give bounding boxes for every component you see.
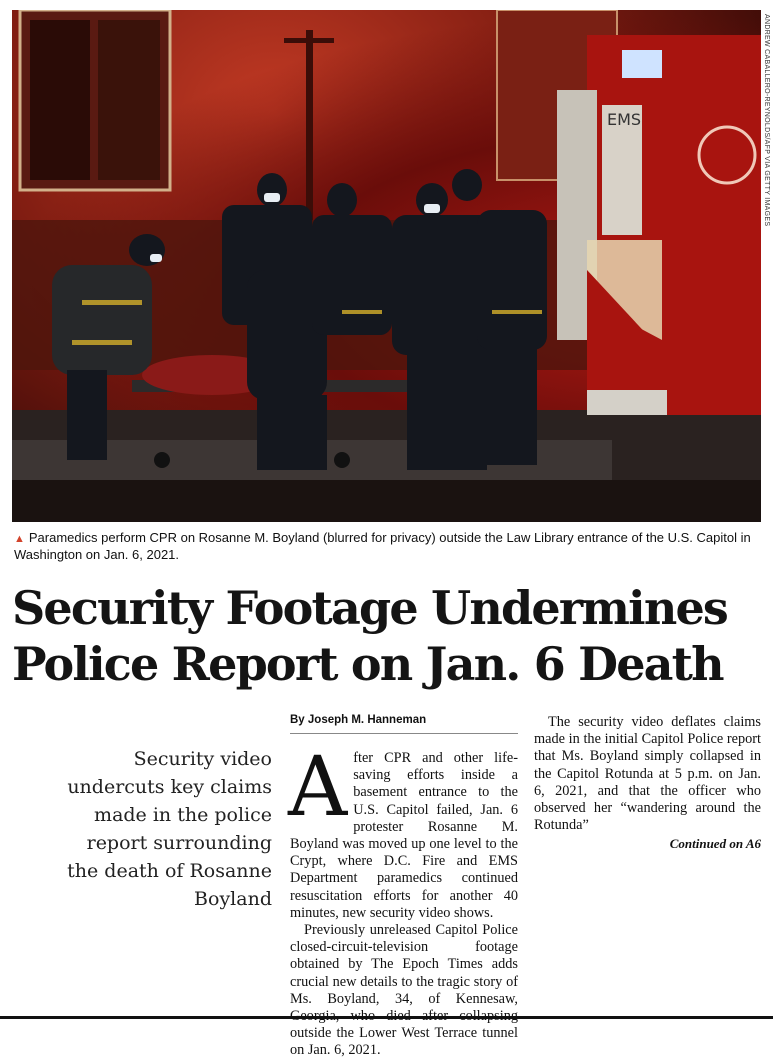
paramedics-scene-illustration bbox=[12, 10, 761, 522]
article-paragraph-2-text: Previously unreleased Capitol Police closed-circuit-television footage obtained by The Epoch Times adds crucial new details to the tragic story of Ms. Boyland, 34, of Kennesaw, outside the Lower West Terrace tunnel on Jan. 6, 2021. bbox=[290, 922, 518, 1059]
deck-summary: Security video undercuts key claims made in the police report surrounding the death of Rosanne Boyland bbox=[67, 748, 272, 910]
news-photo bbox=[12, 10, 761, 522]
drop-cap: A bbox=[288, 740, 348, 835]
ambulance-ems-label: EMS bbox=[607, 110, 642, 129]
article-paragraph-3-text: The security video deflates claims made in the initial Capitol Police report that Ms. Boyland simply collapsed in the Capitol Rotunda at 5 p.m. on Jan. 6, 2021, and that the officer who observed her “wandering around the Rotunda” bbox=[534, 714, 761, 834]
byline-divider bbox=[290, 733, 518, 734]
headline-line-2: Police Report on Jan. 6 Death bbox=[12, 637, 723, 691]
article-paragraph-2-start bbox=[290, 922, 518, 1060]
caption-marker-icon: ▲ bbox=[14, 533, 25, 545]
caption-text: Paramedics perform CPR on Rosanne M. Boyland (blurred for privacy) outside the Law Library entrance of the U.S. Capitol in Washington on Jan. 6, 2021. bbox=[14, 530, 751, 562]
article-paragraph-1 bbox=[288, 740, 518, 922]
article-paragraph-3 bbox=[534, 714, 761, 834]
page-bottom-rule bbox=[0, 1016, 773, 1019]
photo-credit: ANDREW CABALLERO-REYNOLDS/AFP VIA GETTY IMAGES bbox=[763, 14, 770, 227]
photo-caption bbox=[14, 530, 754, 563]
article-column-2 bbox=[534, 714, 761, 853]
continued-jump-link[interactable]: Continued on A6 bbox=[669, 836, 761, 852]
byline: By Joseph M. Hanneman bbox=[290, 714, 427, 726]
article-column-1 bbox=[288, 740, 518, 1060]
headline bbox=[12, 580, 762, 692]
headline-line-1: Security Footage Undermines bbox=[12, 581, 728, 635]
article-paragraph-1-text: fter CPR and other life-saving efforts inside a basement entrance to the U.S. Capitol failed, Jan. 6 protester Rosanne M. Boyland was moved up one level to the Crypt, where D.C. Fire and EMS Department paramedics continued resuscitation efforts for another 40 minutes, new security video shows. bbox=[290, 750, 518, 921]
